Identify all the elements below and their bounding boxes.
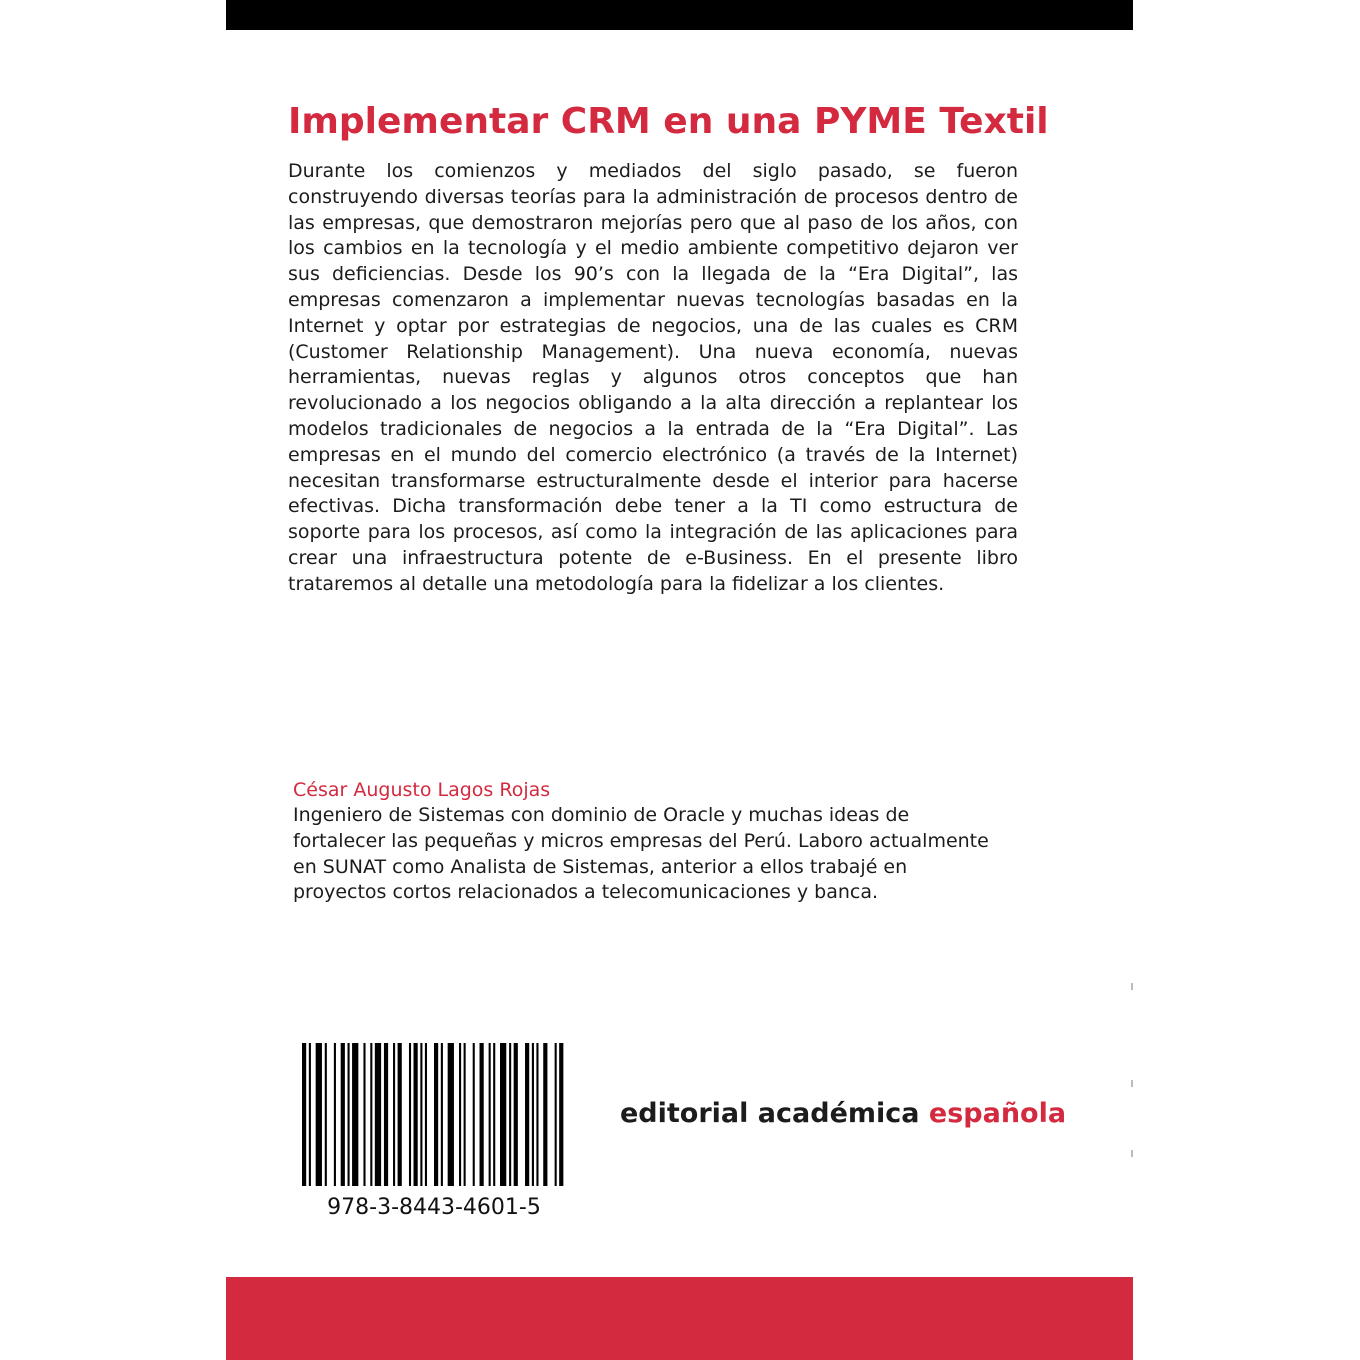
barcode-bar	[352, 1043, 358, 1186]
isbn-number: 978-3-8443-4601-5	[327, 1195, 541, 1220]
barcode-bar	[393, 1043, 395, 1186]
book-back-cover	[226, 0, 1133, 1360]
publisher-logo	[620, 1095, 1066, 1133]
crop-mark	[1131, 1080, 1133, 1087]
barcode-bar	[480, 1043, 484, 1186]
barcode-bar	[448, 1043, 454, 1186]
barcode-bar	[459, 1043, 461, 1186]
barcode-bar	[489, 1043, 491, 1186]
barcode-bar	[543, 1043, 547, 1186]
barcode-bar	[325, 1043, 327, 1186]
crop-mark	[1131, 1150, 1133, 1157]
barcode-bar	[363, 1043, 365, 1186]
barcode-bar	[509, 1043, 511, 1186]
barcode-bar	[348, 1043, 350, 1186]
barcode-bar	[425, 1043, 427, 1186]
barcode-bar	[341, 1043, 345, 1186]
top-black-band	[226, 0, 1133, 30]
publisher-name-part1: editorial académica	[620, 1098, 929, 1129]
barcode-bar	[559, 1043, 563, 1186]
barcode-bar	[441, 1043, 443, 1186]
barcode-bar	[500, 1043, 506, 1186]
barcode-bar	[375, 1043, 381, 1186]
barcode-bar	[370, 1043, 372, 1186]
crop-mark	[1131, 983, 1133, 990]
barcode-bar	[409, 1043, 411, 1186]
barcode-bar	[555, 1043, 557, 1186]
barcode-bar	[434, 1043, 438, 1186]
barcode-bar	[514, 1043, 518, 1186]
barcode-bar	[309, 1043, 311, 1186]
barcode-bar	[532, 1043, 534, 1186]
barcode-bar	[414, 1043, 418, 1186]
barcode-bar	[536, 1043, 538, 1186]
barcode-bar	[464, 1043, 466, 1186]
barcode-bar	[384, 1043, 388, 1186]
isbn-barcode	[302, 1043, 566, 1186]
barcode-bar	[334, 1043, 336, 1186]
barcode-bar	[525, 1043, 529, 1186]
author-name: César Augusto Lagos Rojas	[293, 779, 551, 801]
barcode-bar	[493, 1043, 495, 1186]
book-synopsis: Durante los comienzos y mediados del siglo pasado, se fueron construyendo diversas teorías para la administración de procesos dentro de las empresas, que demostraron mejorías pero que al paso de los años, con los cambios en la tecnología y el medio ambiente competitivo dejaron ver sus deficiencias. Desde los 90’s con la llegada de la “Era Digital”, las empresas comenzaron a implementar nuevas tecnologías basadas en la Internet y optar por estrategias de negocios, una de las cuales es CRM (Customer Relationship Management). Una nueva economía, nuevas herramientas, nuevas reglas y algunos otros conceptos que han revolucionado a los negocios obligando a la alta dirección a replantear los modelos tradicionales de negocios a la entrada de la “Era Digital”. Las empresas en el mundo del comercio electrónico (a través de la Internet) necesitan transformarse estructuralmente desde el interior para hacerse efectivas. Dicha transformación debe tener a la TI como estructura de soporte para los procesos, así como la integración de las aplicaciones para crear una infraestructura potente de e-Business. En el presente libro trataremos al detalle una metodología para la fidelizar a los clientes.	[288, 160, 1018, 595]
barcode-bar	[302, 1043, 306, 1186]
bottom-red-band	[226, 1277, 1133, 1360]
publisher-name-part2: española	[928, 1098, 1067, 1129]
barcode-bar	[316, 1043, 322, 1186]
book-title: Implementar CRM en una PYME Textil	[288, 101, 1049, 142]
author-bio: Ingeniero de Sistemas con dominio de Oracle y muchas ideas de fortalecer las pequeñas y micros empresas del Perú. Laboro actualmente en SUNAT como Analista de Sistemas, anterior a ellos trabajé en proyectos cortos relacionados a telecomunicaciones y banca.	[293, 804, 989, 904]
barcode-bar	[473, 1043, 475, 1186]
barcode-bar	[420, 1043, 422, 1186]
barcode-bar	[398, 1043, 402, 1186]
